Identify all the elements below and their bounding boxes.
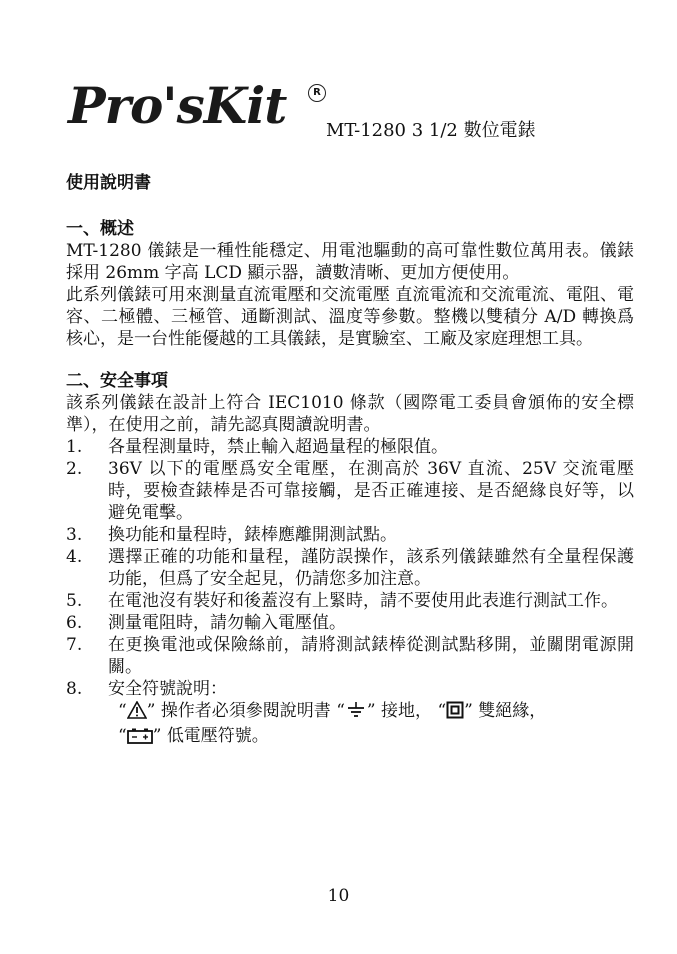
close-quote: ” (152, 726, 162, 746)
section-title-overview: 一、概述 (66, 219, 134, 239)
open-quote: “ (118, 726, 127, 746)
model-title: MT-1280 3 1/2 數位電錶 (326, 120, 536, 141)
open-quote: “ (118, 701, 127, 721)
item-number: 6. (66, 613, 83, 633)
section-title-safety: 二、安全事項 (66, 371, 168, 391)
list-item (66, 678, 634, 700)
warning-label: 操作者必須參閱說明書 (160, 701, 331, 721)
safety-list (66, 436, 634, 700)
close-quote: ” (464, 701, 473, 721)
list-item (66, 634, 634, 678)
page-number: 10 (327, 886, 350, 906)
item-text: 選擇正確的功能和量程，謹防誤操作，該系列儀錶雖然有全量程保護功能，但爲了安全起見，仍請您多加注意。 (108, 547, 634, 589)
list-item (66, 458, 634, 524)
warning-icon (127, 701, 147, 725)
double-insulation-icon (446, 701, 464, 725)
item-number: 1. (66, 437, 83, 457)
header (68, 70, 668, 140)
symbols-line-2 (118, 725, 634, 750)
open-quote: “ (437, 701, 447, 721)
item-number: 5. (66, 591, 83, 611)
item-text: 各量程測量時，禁止輸入超過量程的極限值。 (108, 437, 448, 457)
item-text: 測量電阻時，請勿輸入電壓值。 (108, 613, 346, 633)
item-text: 36V 以下的電壓爲安全電壓，在測高於 36V 直流、25V 交流電壓時，要檢查錶棒是否可靠接觸，是否正確連接、是否絕緣良好等，以避免電擊。 (108, 459, 634, 523)
low-battery-label: 低電壓符號。 (166, 726, 269, 746)
close-quote: ” (366, 701, 376, 721)
close-quote: ” (146, 701, 156, 721)
item-number: 2. (66, 459, 83, 479)
safety-intro: 該系列儀錶在設計上符合 IEC1010 條款（國際電工委員會頒佈的安全標準），在使用之前，請先認真閱讀說明書。 (66, 393, 634, 435)
item-text: 安全符號說明： (108, 679, 227, 699)
item-number: 8. (66, 679, 83, 699)
open-quote: “ (336, 701, 345, 721)
item-text: 在更換電池或保險絲前，請將測試錶棒從測試點移開，並關閉電源開關。 (108, 635, 634, 677)
item-number: 4. (66, 547, 83, 567)
overview-paragraph-1: MT-1280 儀錶是一種性能穩定、用電池驅動的高可靠性數位萬用表。儀錶採用 26mm 字高 LCD 顯示器，讀數清晰、更加方便使用。 (66, 241, 634, 283)
registered-mark-icon: R (308, 84, 326, 102)
list-item (66, 524, 634, 546)
ground-icon (345, 701, 367, 725)
item-number: 7. (66, 635, 83, 655)
double-insulation-label: 雙絕緣， (478, 701, 547, 721)
manual-content (66, 172, 634, 750)
list-item (66, 436, 634, 458)
ground-label: 接地， (381, 701, 433, 721)
list-item (66, 612, 634, 634)
overview-paragraph-2: 此系列儀錶可用來測量直流電壓和交流電壓 直流電流和交流電流、電阻、電容、二極體、三極管、通斷測試、溫度等參數。整機以雙積分 A/D 轉換爲核心，是一台性能優越的工具儀錶，是實驗室、工廠及家庭理想工具。 (66, 285, 634, 349)
list-item (66, 590, 634, 612)
symbols-line-1 (118, 700, 634, 725)
item-text: 在電池沒有裝好和後蓋沒有上緊時，請不要使用此表進行測試工作。 (108, 591, 618, 611)
safety-symbols (66, 700, 634, 750)
item-number: 3. (66, 525, 83, 545)
proskit-logo: Pro'sKit (68, 76, 287, 135)
document-title: 使用說明書 (66, 173, 151, 193)
battery-icon (127, 728, 153, 750)
item-text: 換功能和量程時，錶棒應離開測試點。 (108, 525, 397, 545)
list-item (66, 546, 634, 590)
